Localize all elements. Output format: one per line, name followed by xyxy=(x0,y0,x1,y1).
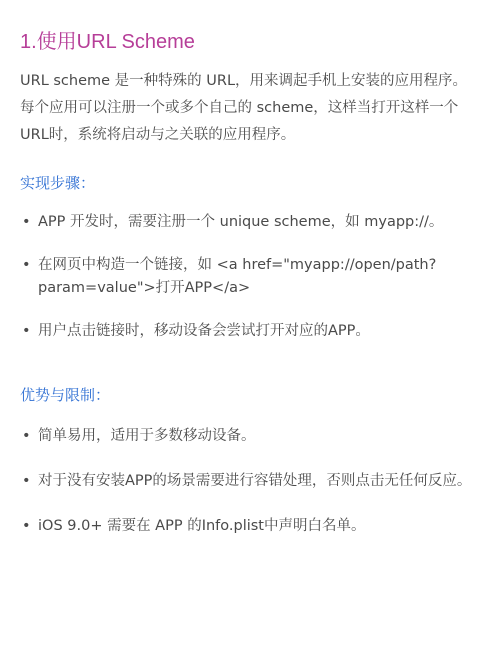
article-title: 1.使用URL Scheme xyxy=(20,31,195,53)
list-item-text: 在网页中构造一个链接，如 <a href="myapp://open/path?param=value">打开APP</a> xyxy=(38,257,437,296)
list-item-text: 用户点击链接时，移动设备会尝试打开对应的APP。 xyxy=(38,323,370,339)
list-item-text: 对于没有安装APP的场景需要进行容错处理，否则点击无任何反应。 xyxy=(38,473,472,489)
steps-list xyxy=(20,211,480,343)
intro-paragraph: URL scheme 是一种特殊的 URL，用来调起手机上安装的应用程序。每个应用可以注册一个或多个自己的 scheme，这样当打开这样一个URL时，系统将启动与之关联的应用程序。 xyxy=(20,73,468,143)
steps-heading: 实现步骤： xyxy=(20,174,96,192)
list-item-text: APP 开发时，需要注册一个 unique scheme，如 myapp://。 xyxy=(38,214,444,230)
list-item-text: 简单易用，适用于多数移动设备。 xyxy=(38,428,256,444)
list-item xyxy=(20,254,488,300)
list-item xyxy=(20,211,488,234)
bullet-icon: • xyxy=(22,323,31,339)
pros-cons-heading: 优势与限制： xyxy=(20,386,111,404)
bullet-icon: • xyxy=(22,257,31,273)
bullet-icon: • xyxy=(22,428,31,444)
bullet-icon: • xyxy=(22,473,31,489)
bullet-icon: • xyxy=(22,518,31,534)
list-item xyxy=(20,320,488,343)
pros-cons-list xyxy=(20,425,480,538)
list-item-text: iOS 9.0+ 需要在 APP 的Info.plist中声明白名单。 xyxy=(38,518,366,534)
list-item xyxy=(20,425,488,448)
list-item xyxy=(20,470,488,493)
bullet-icon: • xyxy=(22,214,31,230)
list-item xyxy=(20,515,488,538)
